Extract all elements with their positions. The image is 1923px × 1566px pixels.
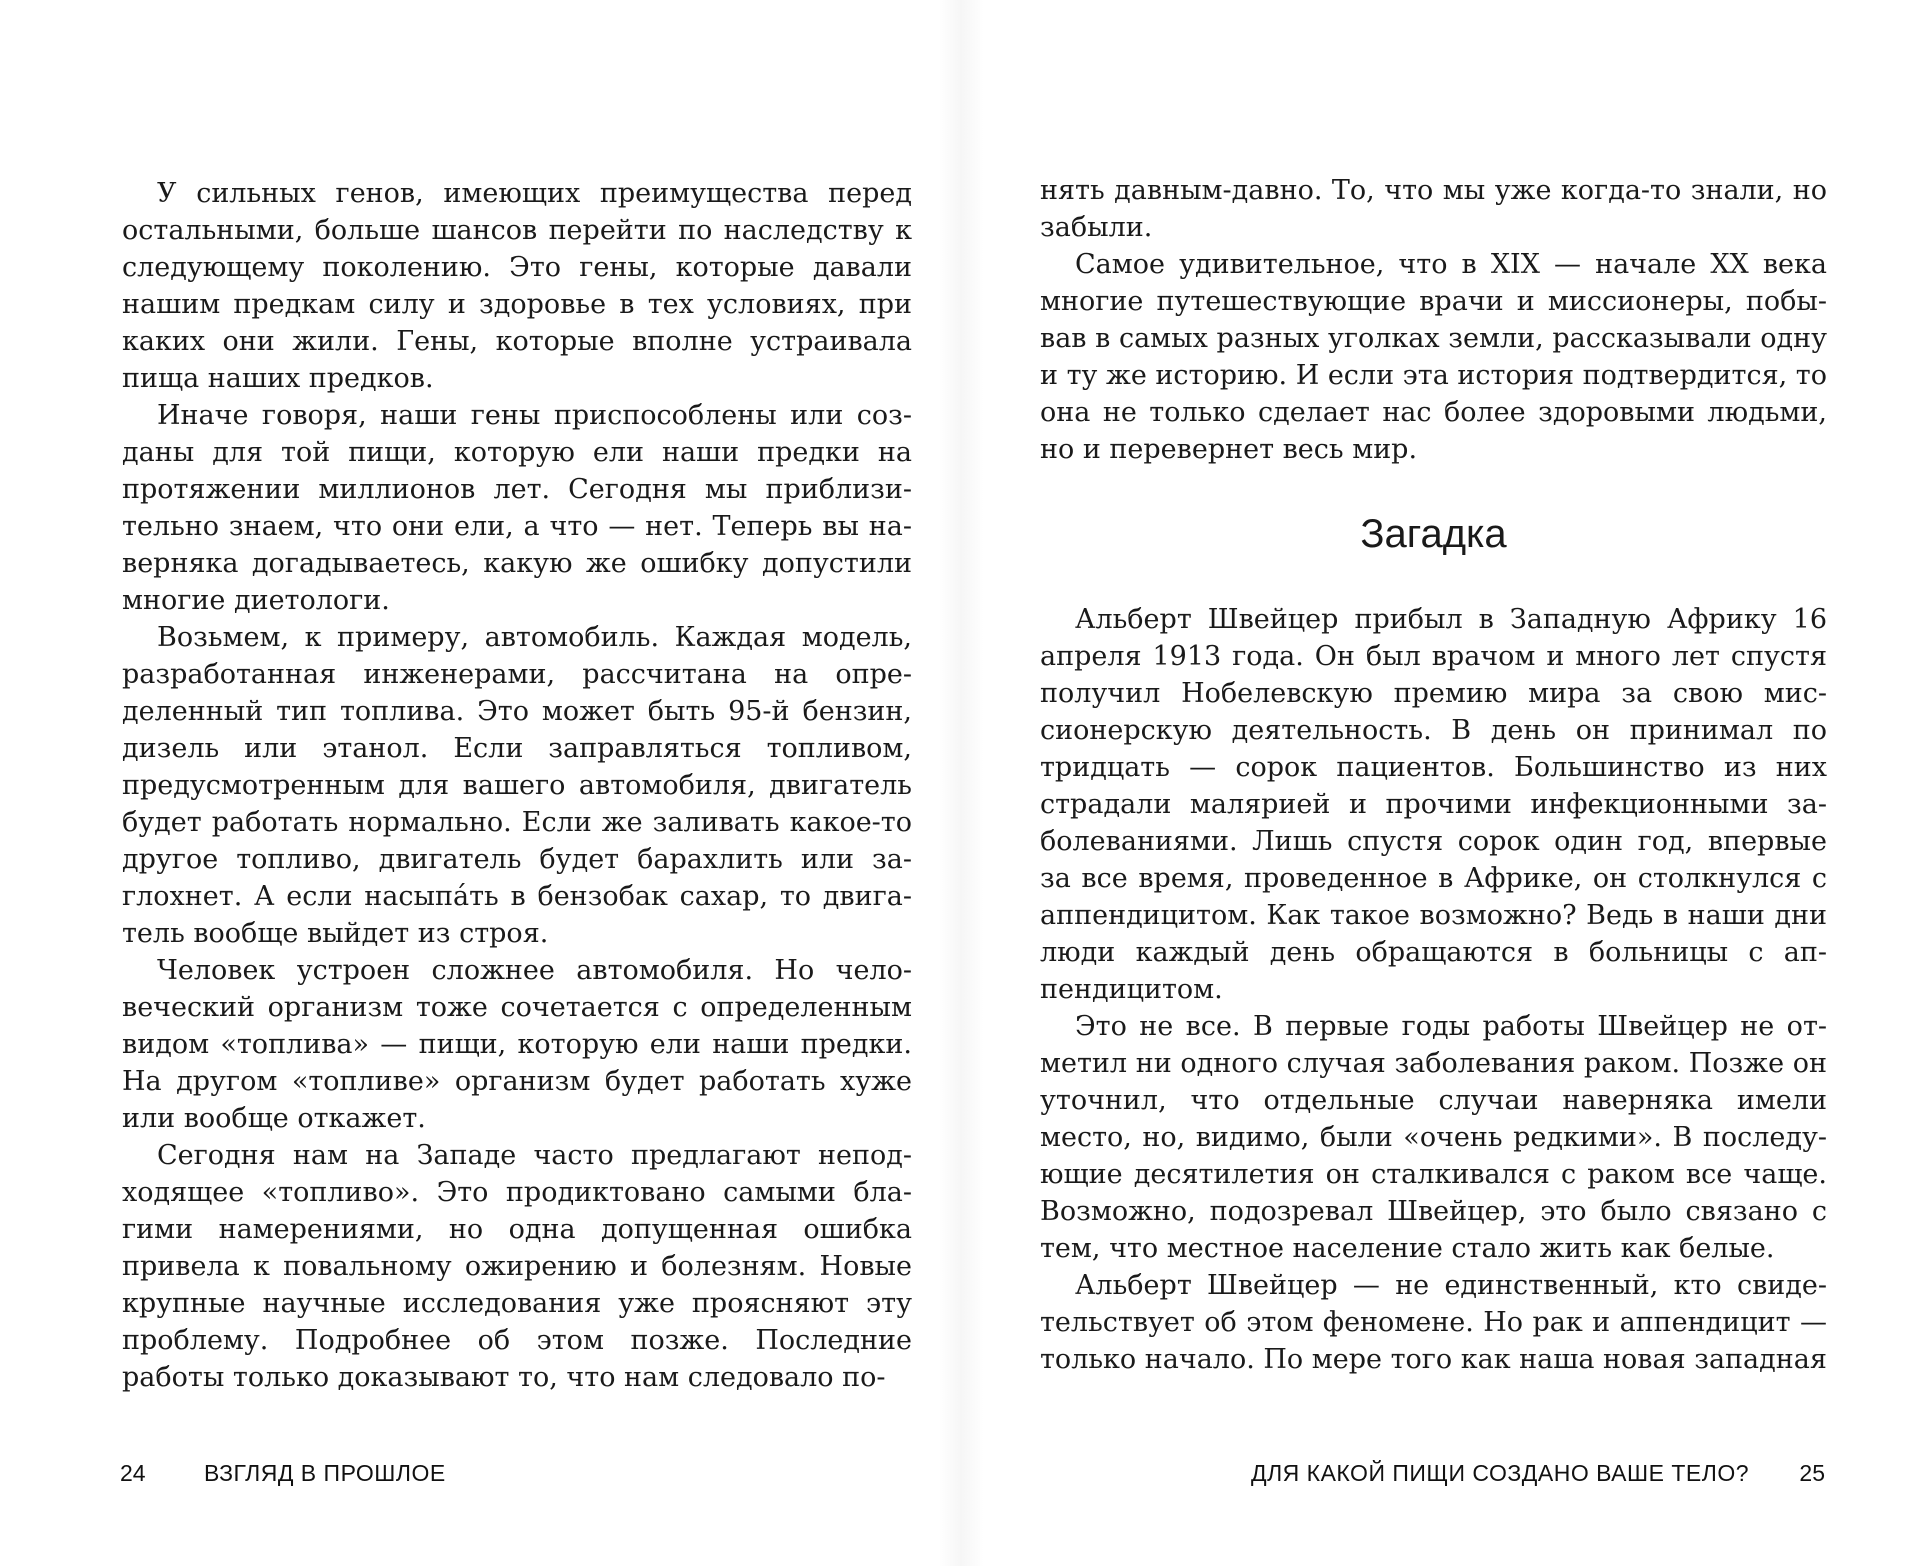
page-number-right: 25 [1799, 1460, 1825, 1486]
left-page [0, 0, 961, 1566]
paragraph: У сильных генов, имеющих преимущества перед остальными, больше шансов перейти по наследству к следующему поколению. Это гены, которые давали нашим предкам силу и здоровье в тех условиях, при каких они жили. Гены, которые вполне устраивала пища наших предков. [122, 178, 912, 394]
paragraph: Иначе говоря, наши гены приспособлены или созданы для той пищи, которую ели наши предки на протяжении миллионов лет. Сегодня мы приблизительно знаем, что они ели, а что — нет. Теперь вы наверняка догадываетесь, какую же ошибку допустили многие диетологи. [122, 400, 912, 616]
running-title-right: ДЛЯ КАКОЙ ПИЩИ СОЗДАНО ВАШЕ ТЕЛО? [1251, 1460, 1749, 1486]
right-page-body-top [1040, 172, 1827, 468]
paragraph: Сегодня нам на Западе часто предлагают неподходящее «топливо». Это продиктовано самыми благими намерениями, но одна допущенная ошибка привела к повальному ожирению и болезням. Новые крупные научные исследования уже проясняют эту проблему. Подробнее об этом позже. Последние работы только доказывают то, что нам следовало по- [122, 1140, 912, 1393]
paragraph: Человек устроен сложнее автомобиля. Но человеческий организм тоже сочетается с определенным видом «топлива» — пищи, которую ели наши предки. На другом «топливе» организм будет работать хуже или вообще откажет. [122, 955, 912, 1134]
paragraph: Самое удивительное, что в XIX — начале XX века многие путешествующие врачи и миссионеры, побывав в самых разных уголках земли, рассказывали одну и ту же историю. И если эта история подтвердится, то она не только сделает нас более здоровыми людьми, но и перевернет весь мир. [1040, 249, 1827, 465]
right-page-body-bottom [1040, 601, 1827, 1378]
page-number-left: 24 [120, 1460, 146, 1486]
running-title-left: ВЗГЛЯД В ПРОШЛОЕ [204, 1460, 446, 1486]
section-heading: Загадка [1360, 512, 1507, 556]
paragraph-continuation: нять давным-давно. То, что мы уже когда-то знали, но забыли. [1040, 175, 1827, 243]
right-page [961, 0, 1923, 1566]
left-page-body [122, 175, 912, 1396]
paragraph: Возьмем, к примеру, автомобиль. Каждая модель, разработанная инженерами, рассчитана на определенный тип топлива. Это может быть 95-й бензин, дизель или этанол. Если заправляться топливом, предусмотренным для вашего автомобиля, двигатель будет работать нормально. Если же заливать какое-то другое топливо, двигатель будет барахлить или заглохнет. А если насыпа́ть в бензобак сахар, то двигатель вообще выйдет из строя. [122, 622, 912, 949]
paragraph: Альберт Швейцер — не единственный, кто свидетельствует об этом феномене. Но рак и аппендицит — только начало. По мере того как наша новая западная [1040, 1270, 1827, 1375]
paragraph: Это не все. В первые годы работы Швейцер не отметил ни одного случая заболевания раком. Позже он уточнил, что отдельные случаи наверняка имели место, но, видимо, были «очень редкими». В последующие десятилетия он сталкивался с раком все чаще. Возможно, подозревал Швейцер, это было связано с тем, что местное население стало жить как белые. [1040, 1011, 1827, 1264]
paragraph: Альберт Швейцер прибыл в Западную Африку 16 апреля 1913 года. Он был врачом и много лет спустя получил Нобелевскую премию мира за свою миссионерскую деятельность. В день он принимал по тридцать — сорок пациентов. Большинство из них страдали малярией и прочими инфекционными заболеваниями. Лишь спустя сорок один год, впервые за все время, проведенное в Африке, он столкнулся с аппендицитом. Как такое возможно? Ведь в наши дни люди каждый день обращаются в больницы с аппендицитом. [1040, 604, 1827, 1005]
